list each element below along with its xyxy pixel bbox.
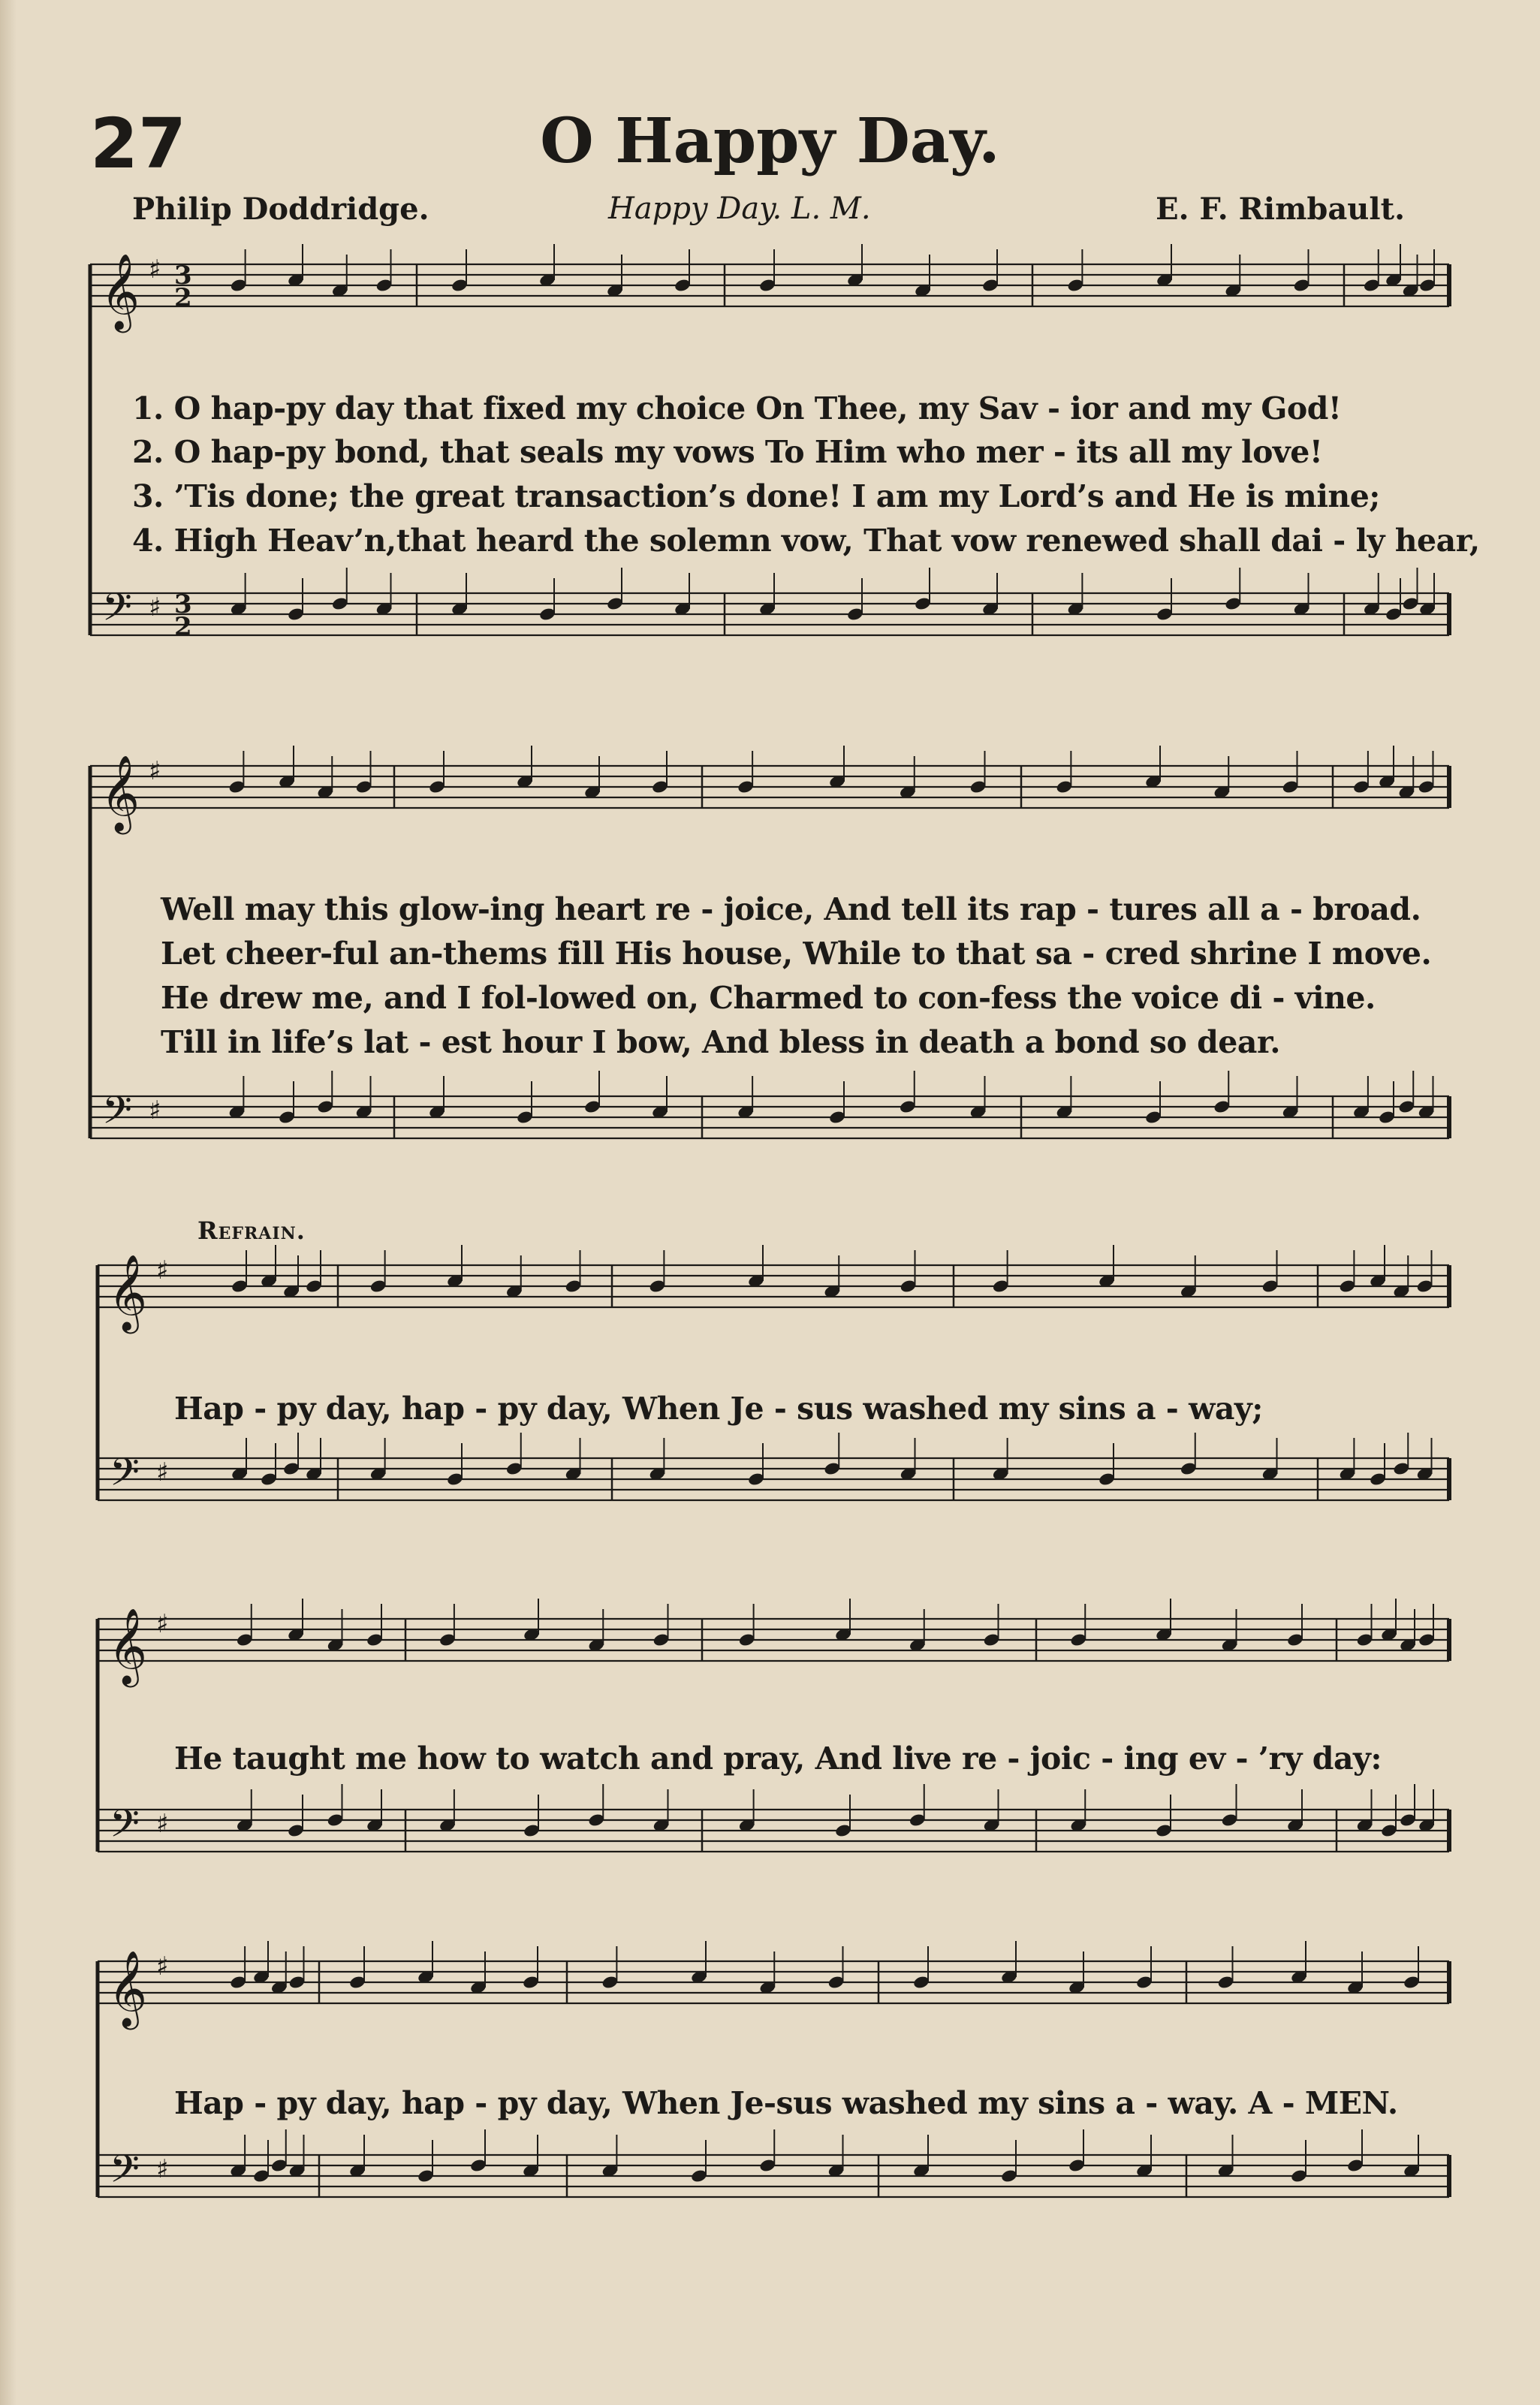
system-1-key-sharp: ♯ <box>149 255 161 285</box>
system-3-treble-clef-icon: 𝄞 <box>108 1253 148 1331</box>
verse-1-line-2: Well may this glow-ing heart re - joice, And tell its rap - tures all a - broad. <box>161 891 1421 927</box>
verse-2-line-2: Let cheer-ful an-thems fill His house, While to that sa - cred shrine I move. <box>161 936 1432 972</box>
system-1-time-signature: 2 <box>174 283 192 313</box>
system-5-key-sharp: ♯ <box>156 1951 169 1982</box>
system-2-treble-clef-icon: 𝄞 <box>101 754 140 831</box>
verse-3-line-2: He drew me, and I fol-lowed on, Charmed to con-fess the voice di - vine. <box>161 980 1376 1016</box>
refrain-line-3: Hap - py day, hap - py day, When Je-sus washed my sins a - way. A - MEN. <box>174 2085 1398 2121</box>
system-3-bass-clef-icon: 𝄢 <box>110 1449 140 1504</box>
system-3-key-sharp: ♯ <box>156 1255 169 1285</box>
author-credit: Philip Doddridge. <box>132 191 429 227</box>
hymn-title: O Happy Day. <box>540 105 1000 177</box>
system-4-bass-clef-icon: 𝄢 <box>110 1801 140 1855</box>
system-5-treble-clef-icon: 𝄞 <box>108 1949 148 2027</box>
system-4-key-sharp: ♯ <box>156 1809 169 1839</box>
system-2-bass-clef-icon: 𝄢 <box>102 1087 132 1142</box>
system-3-key-sharp: ♯ <box>156 1457 169 1487</box>
verse-1-line-1: 1. O hap-py day that fixed my choice On Thee, my Sav - ior and my God! <box>132 390 1342 426</box>
composer-credit: E. F. Rimbault. <box>1156 191 1405 227</box>
system-5-bass-clef-icon: 𝄢 <box>110 2146 140 2201</box>
verse-2-line-1: 2. O hap-py bond, that seals my vows To Him who mer - its all my love! <box>132 434 1323 470</box>
hymn-number: 27 <box>90 104 187 184</box>
system-2-key-sharp: ♯ <box>149 756 161 786</box>
system-1-time-signature: 3 <box>174 589 192 619</box>
verse-3-line-1: 3. ’Tis done; the great transaction’s done! I am my Lord’s and He is mine; <box>132 478 1380 514</box>
tune-name: Happy Day. L. M. <box>608 191 871 226</box>
verse-4-line-2: Till in life’s lat - est hour I bow, And bless in death a bond so dear. <box>161 1024 1281 1060</box>
system-1-treble-clef-icon: 𝄞 <box>101 252 140 330</box>
system-4-key-sharp: ♯ <box>156 1609 169 1639</box>
system-1-key-sharp: ♯ <box>149 592 161 622</box>
system-1-bass-clef-icon: 𝄢 <box>102 584 132 639</box>
system-5-key-sharp: ♯ <box>156 2154 169 2184</box>
refrain-line-2: He taught me how to watch and pray, And live re - joic - ing ev - ’ry day: <box>174 1740 1382 1777</box>
refrain-line-1: Hap - py day, hap - py day, When Je - sus washed my sins a - way; <box>174 1391 1263 1427</box>
system-1-time-signature: 3 <box>174 261 192 291</box>
verse-4-line-1: 4. High Heav’n,that heard the solemn vow, That vow renewed shall dai - ly hear, <box>132 523 1480 559</box>
refrain-label: Refrain. <box>197 1216 306 1245</box>
system-4-treble-clef-icon: 𝄞 <box>108 1607 148 1684</box>
system-2-key-sharp: ♯ <box>149 1096 161 1126</box>
system-1-time-signature: 2 <box>174 612 192 642</box>
